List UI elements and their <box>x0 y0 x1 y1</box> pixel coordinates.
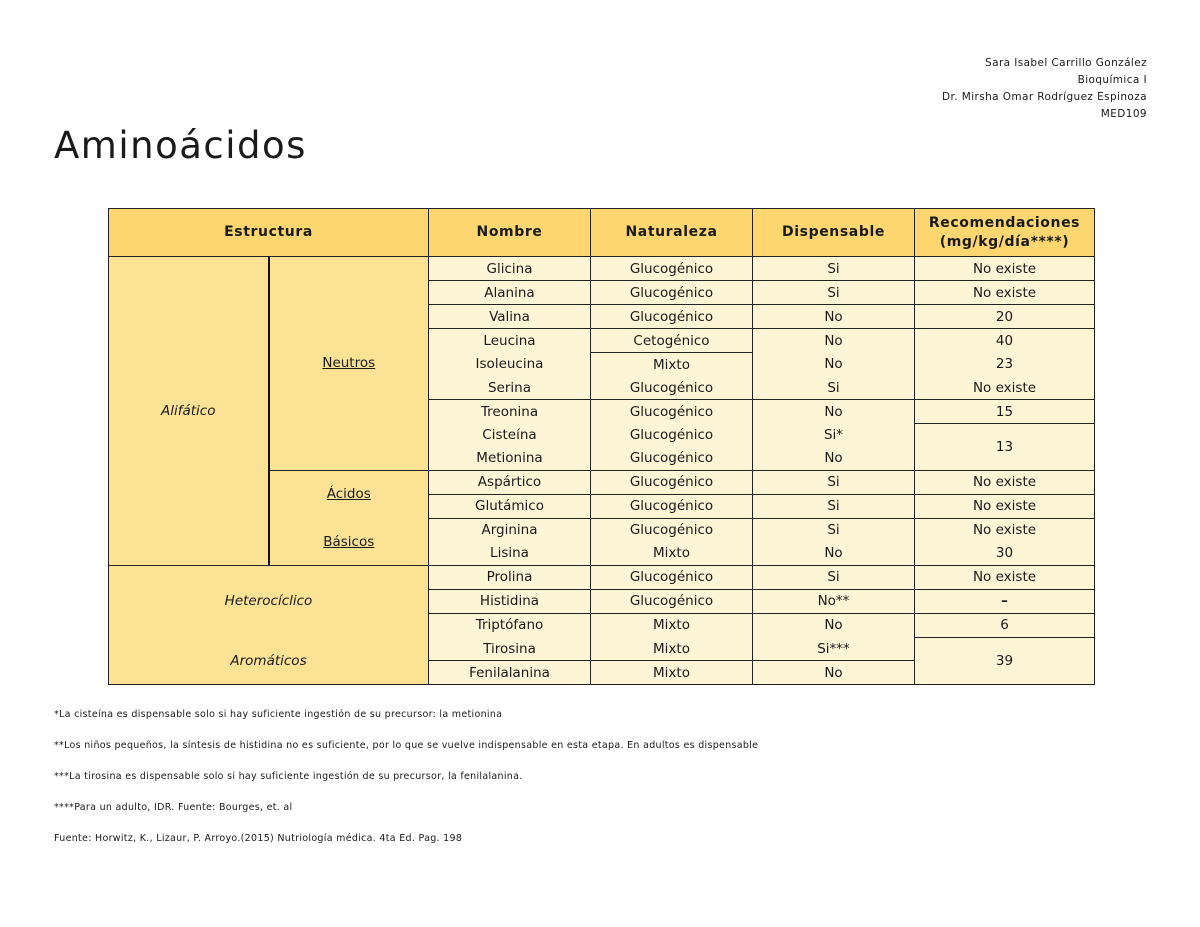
header-nature: Naturaleza <box>591 209 753 257</box>
cell-nature: Mixto <box>591 661 753 685</box>
cell-nature: Glucogénico <box>591 305 753 329</box>
cell-name: Histidina <box>429 589 591 613</box>
cell-rec: No existe <box>915 565 1095 589</box>
cell-name: Glutámico <box>429 494 591 518</box>
course-name: Bioquímica I <box>1077 74 1147 86</box>
cell-dispensable: Si <box>753 281 915 305</box>
cell-rec: 15 <box>915 400 1095 424</box>
footnote-source: Fuente: Horwitz, K., Lizaur, P. Arroyo.(2015) Nutriología médica. 4ta Ed. Pag. 198 <box>54 833 463 844</box>
subcategory-acid-basic <box>269 470 429 565</box>
cell-dispensable: No <box>753 661 915 685</box>
cell-rec: No existe <box>915 257 1095 281</box>
cell-rec: 6 <box>915 613 1095 637</box>
cell-name: Metionina <box>429 447 591 471</box>
cell-dispensable: No** <box>753 589 915 613</box>
cell-nature: Mixto <box>591 613 753 637</box>
cell-dispensable: No <box>753 447 915 471</box>
footnote-tyrosine: ***La tirosina es dispensable solo si hay suficiente ingestión de su precursor, la fenilalanina. <box>54 771 523 782</box>
cell-nature: Glucogénico <box>591 447 753 471</box>
cell-name: Treonina <box>429 400 591 424</box>
cell-nature: Cetogénico <box>591 329 753 353</box>
cell-dispensable: Si <box>753 518 915 542</box>
table-row <box>109 565 1095 589</box>
cell-name: Lisina <box>429 542 591 566</box>
subcategory-neutral-label: Neutros <box>322 355 376 372</box>
cell-dispensable: Si <box>753 470 915 494</box>
table-row <box>109 637 1095 661</box>
cell-nature: Glucogénico <box>591 281 753 305</box>
cell-rec: No existe <box>915 494 1095 518</box>
cell-nature: Glucogénico <box>591 470 753 494</box>
subcategory-basic-label: Básicos <box>323 533 375 550</box>
cell-rec: – <box>915 589 1095 613</box>
cell-rec: 13 <box>915 424 1095 471</box>
cell-name: Fenilalanina <box>429 661 591 685</box>
cell-nature: Mixto <box>591 637 753 661</box>
cell-nature: Mixto <box>591 353 753 377</box>
table-header-row <box>109 209 1095 257</box>
page-title: Aminoácidos <box>54 124 307 167</box>
footnote-histidine: **Los niños pequeños, la síntesis de histidina no es suficiente, por lo que se vuelve indispensable en esta etapa. En adultos es dispensable <box>54 740 759 751</box>
cell-dispensable: No <box>753 329 915 353</box>
header-name: Nombre <box>429 209 591 257</box>
cell-dispensable: Si* <box>753 424 915 447</box>
category-aliphatic: Alifático <box>109 257 269 566</box>
cell-nature: Glucogénico <box>591 424 753 447</box>
cell-name: Tirosina <box>429 637 591 661</box>
cell-nature: Glucogénico <box>591 589 753 613</box>
cell-rec: 40 <box>915 329 1095 353</box>
cell-name: Aspártico <box>429 470 591 494</box>
cell-dispensable: Si*** <box>753 637 915 661</box>
category-aromatic: Aromáticos <box>109 637 429 685</box>
author-name: Sara Isabel Carrillo González <box>985 57 1147 69</box>
cell-nature: Glucogénico <box>591 494 753 518</box>
cell-rec: 23 <box>915 353 1095 377</box>
cell-nature: Mixto <box>591 542 753 566</box>
header-recommendations-line1: Recomendaciones <box>928 214 1081 231</box>
subcategory-basic-label-wrap <box>270 530 429 554</box>
cell-name: Leucina <box>429 329 591 353</box>
cell-rec: 20 <box>915 305 1095 329</box>
cell-name: Valina <box>429 305 591 329</box>
cell-nature: Glucogénico <box>591 376 753 400</box>
cell-nature: Glucogénico <box>591 257 753 281</box>
professor-name: Dr. Mirsha Omar Rodríguez Espinoza <box>942 91 1147 103</box>
footnotes <box>54 706 758 861</box>
cell-name: Isoleucina <box>429 353 591 377</box>
cell-dispensable: No <box>753 353 915 377</box>
amino-acids-table <box>108 208 1095 685</box>
group-code: MED109 <box>1100 108 1147 120</box>
cell-dispensable: Si <box>753 494 915 518</box>
cell-rec: No existe <box>915 470 1095 494</box>
footnote-cysteine: *La cisteína es dispensable solo si hay suficiente ingestión de su precursor: la metionina <box>54 709 503 720</box>
cell-nature: Glucogénico <box>591 518 753 542</box>
header-dispensable: Dispensable <box>753 209 915 257</box>
cell-rec: No existe <box>915 281 1095 305</box>
subcategory-neutral <box>269 257 429 471</box>
subcategory-acidic-label: Ácidos <box>326 485 371 502</box>
cell-nature: Glucogénico <box>591 565 753 589</box>
author-block <box>942 55 1147 123</box>
header-structure: Estructura <box>109 209 429 257</box>
header-recommendations-line2: (mg/kg/día****) <box>939 233 1070 250</box>
cell-name: Alanina <box>429 281 591 305</box>
cell-name: Prolina <box>429 565 591 589</box>
cell-rec: No existe <box>915 518 1095 542</box>
cell-name: Arginina <box>429 518 591 542</box>
cell-name: Glicina <box>429 257 591 281</box>
table-row <box>109 257 1095 281</box>
subcategory-acid-label-wrap <box>270 482 429 506</box>
cell-dispensable: No <box>753 400 915 424</box>
cell-name: Triptófano <box>429 613 591 637</box>
cell-nature: Glucogénico <box>591 400 753 424</box>
cell-dispensable: No <box>753 613 915 637</box>
cell-name: Serina <box>429 376 591 400</box>
cell-rec: 39 <box>915 637 1095 685</box>
cell-dispensable: No <box>753 305 915 329</box>
cell-dispensable: Si <box>753 376 915 400</box>
cell-rec: 30 <box>915 542 1095 566</box>
category-heterocyclic <box>109 565 429 637</box>
cell-dispensable: Si <box>753 257 915 281</box>
cell-dispensable: No <box>753 542 915 566</box>
footnote-idr: ****Para un adulto, IDR. Fuente: Bourges, et. al <box>54 802 293 813</box>
category-heterocyclic-label: Heterocíclico <box>224 593 313 610</box>
cell-name: Cisteína <box>429 424 591 447</box>
header-recommendations <box>915 209 1095 257</box>
cell-rec: No existe <box>915 376 1095 400</box>
cell-dispensable: Si <box>753 565 915 589</box>
